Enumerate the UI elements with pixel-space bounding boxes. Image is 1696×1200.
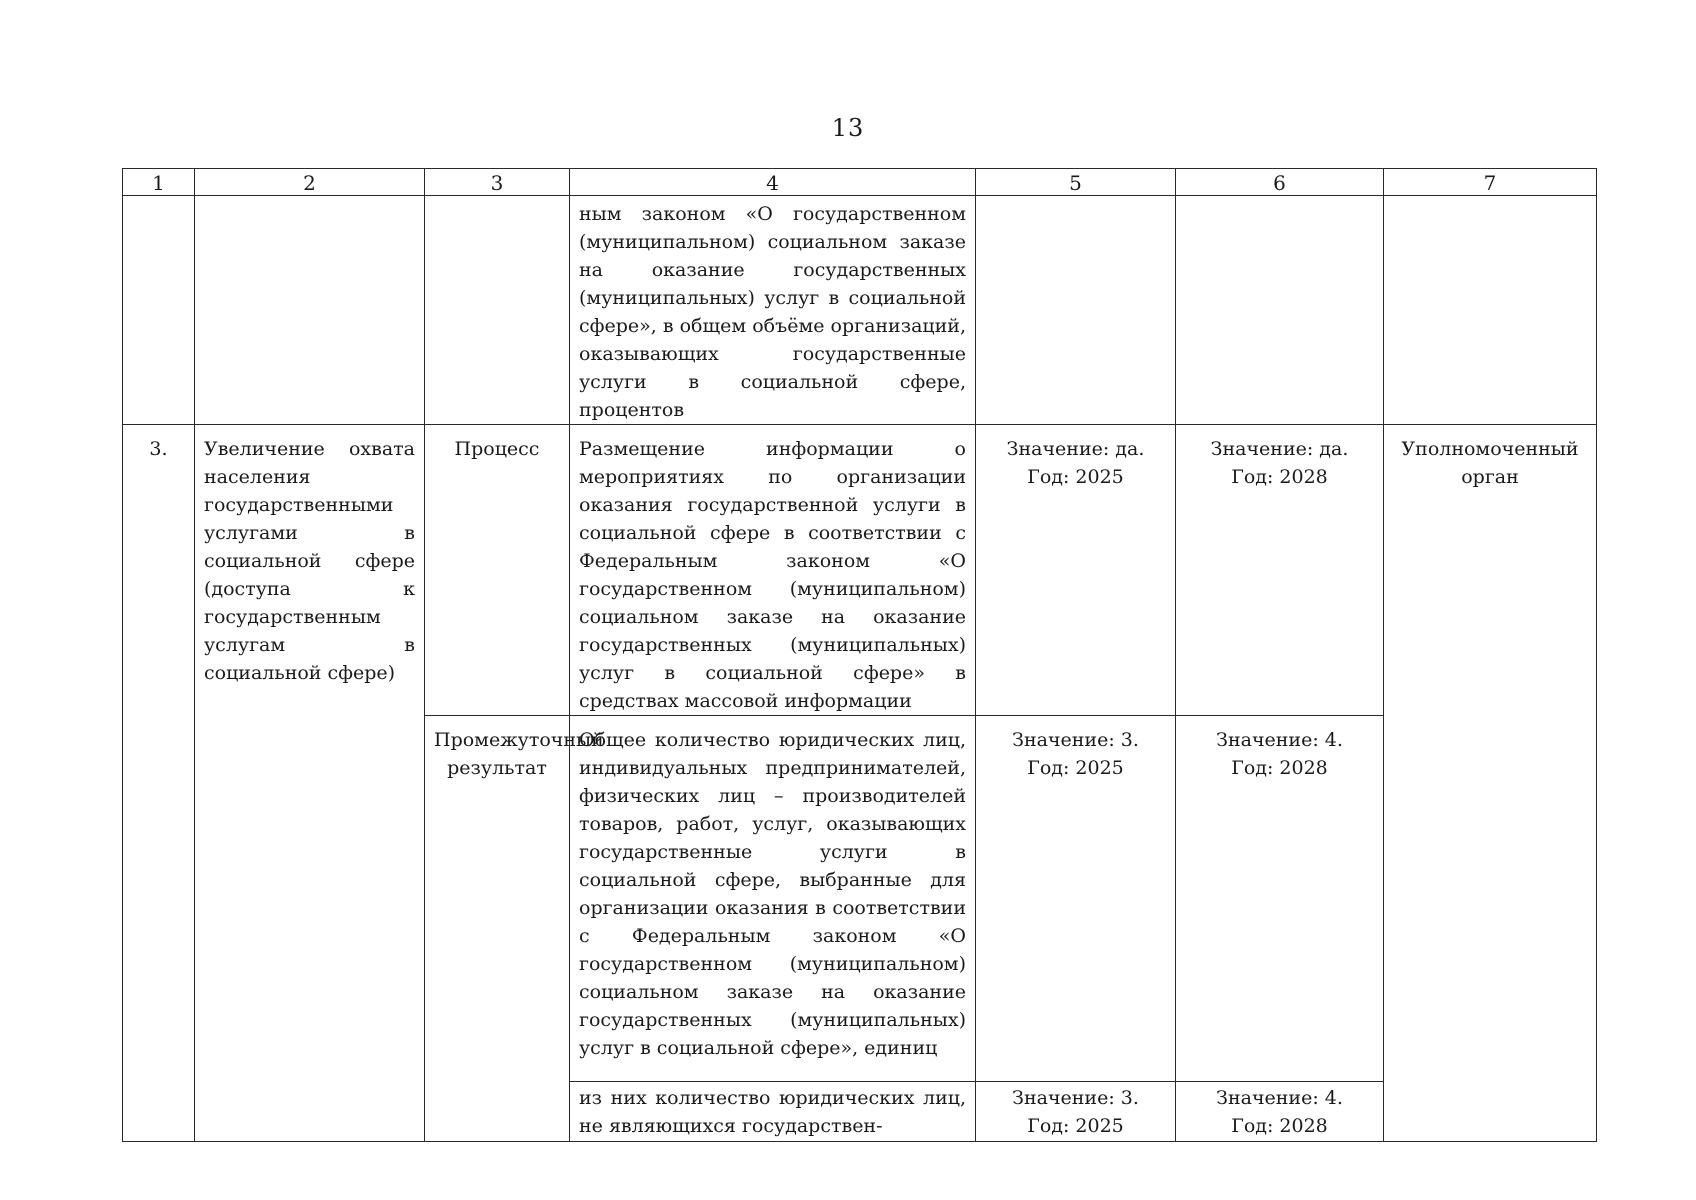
base-value: Значение: 3. bbox=[1012, 1087, 1139, 1109]
header-cell-2: 2 bbox=[195, 169, 425, 196]
base-year: Год: 2025 bbox=[1027, 1115, 1124, 1137]
target-value: Значение: 4. bbox=[1216, 1087, 1343, 1109]
target-value-cell bbox=[1176, 716, 1384, 1082]
base-year: Год: 2025 bbox=[1027, 757, 1124, 779]
target-year: Год: 2028 bbox=[1231, 466, 1328, 488]
target-value: Значение: 4. bbox=[1216, 729, 1343, 751]
header-cell-1: 1 bbox=[123, 169, 195, 196]
indicator-text-line: из них количество юридических лиц, не являющихся государствен- bbox=[579, 1087, 966, 1137]
target-value-cell bbox=[1176, 1082, 1384, 1142]
header-cell-4: 4 bbox=[570, 169, 976, 196]
indicator-text: Размещение информации о мероприятиях по организации оказания государственной услуги в социальной сфере в соответствии с Федеральным законом «О государственном (муниципальном) социальном заказе на оказание государственных (муниципальных) услуг в социальной сфере» в средствах массовой информации bbox=[570, 425, 976, 716]
continued-indicator-text: ным законом «О государственном (муниципальном) социальном заказе на оказание государственных (муниципальных) услуг в социальной сфере», в общем объёме организаций, оказывающих государственные услуги в социальной сфере, процентов bbox=[570, 196, 976, 425]
empty-cell bbox=[123, 196, 195, 425]
page-number: 13 bbox=[831, 114, 865, 142]
base-value: Значение: да. bbox=[1006, 438, 1145, 460]
indicators-table bbox=[122, 168, 1597, 1142]
target-value: Значение: да. bbox=[1210, 438, 1349, 460]
empty-cell bbox=[1176, 196, 1384, 425]
table-row bbox=[123, 425, 1597, 716]
header-cell-7: 7 bbox=[1384, 169, 1597, 196]
base-value-cell bbox=[976, 1082, 1176, 1142]
target-year: Год: 2028 bbox=[1231, 1115, 1328, 1137]
target-value-cell bbox=[1176, 425, 1384, 716]
task-description: Увеличение охвата населения государственными услугами в социальной сфере (доступа к государственным услугам в социальной сфере) bbox=[195, 425, 425, 1142]
target-year: Год: 2028 bbox=[1231, 757, 1328, 779]
base-value: Значение: 3. bbox=[1012, 729, 1139, 751]
indicator-type: Процесс bbox=[425, 425, 570, 716]
indicator-type: Промежуточный результат bbox=[425, 716, 570, 1142]
header-cell-6: 6 bbox=[1176, 169, 1384, 196]
continuation-row bbox=[123, 196, 1597, 425]
base-value-cell bbox=[976, 716, 1176, 1082]
base-value-cell bbox=[976, 425, 1176, 716]
base-year: Год: 2025 bbox=[1027, 466, 1124, 488]
header-cell-5: 5 bbox=[976, 169, 1176, 196]
responsible-organ: Уполномоченный орган bbox=[1384, 425, 1597, 1142]
empty-cell bbox=[195, 196, 425, 425]
header-cell-3: 3 bbox=[425, 169, 570, 196]
indicator-text bbox=[570, 1082, 976, 1142]
indicator-text: Общее количество юридических лиц, индивидуальных предпринимателей, физических лиц – производителей товаров, работ, услуг, оказывающих государственные услуги в социальной сфере, выбранные для организации оказания в соответствии с Федеральным законом «О государственном (муниципальном) социальном заказе на оказание государственных (муниципальных) услуг в социальной сфере», единиц bbox=[570, 716, 976, 1082]
empty-cell bbox=[1384, 196, 1597, 425]
empty-cell bbox=[425, 196, 570, 425]
empty-cell bbox=[976, 196, 1176, 425]
item-number: 3. bbox=[123, 425, 195, 1142]
header-row bbox=[123, 169, 1597, 196]
